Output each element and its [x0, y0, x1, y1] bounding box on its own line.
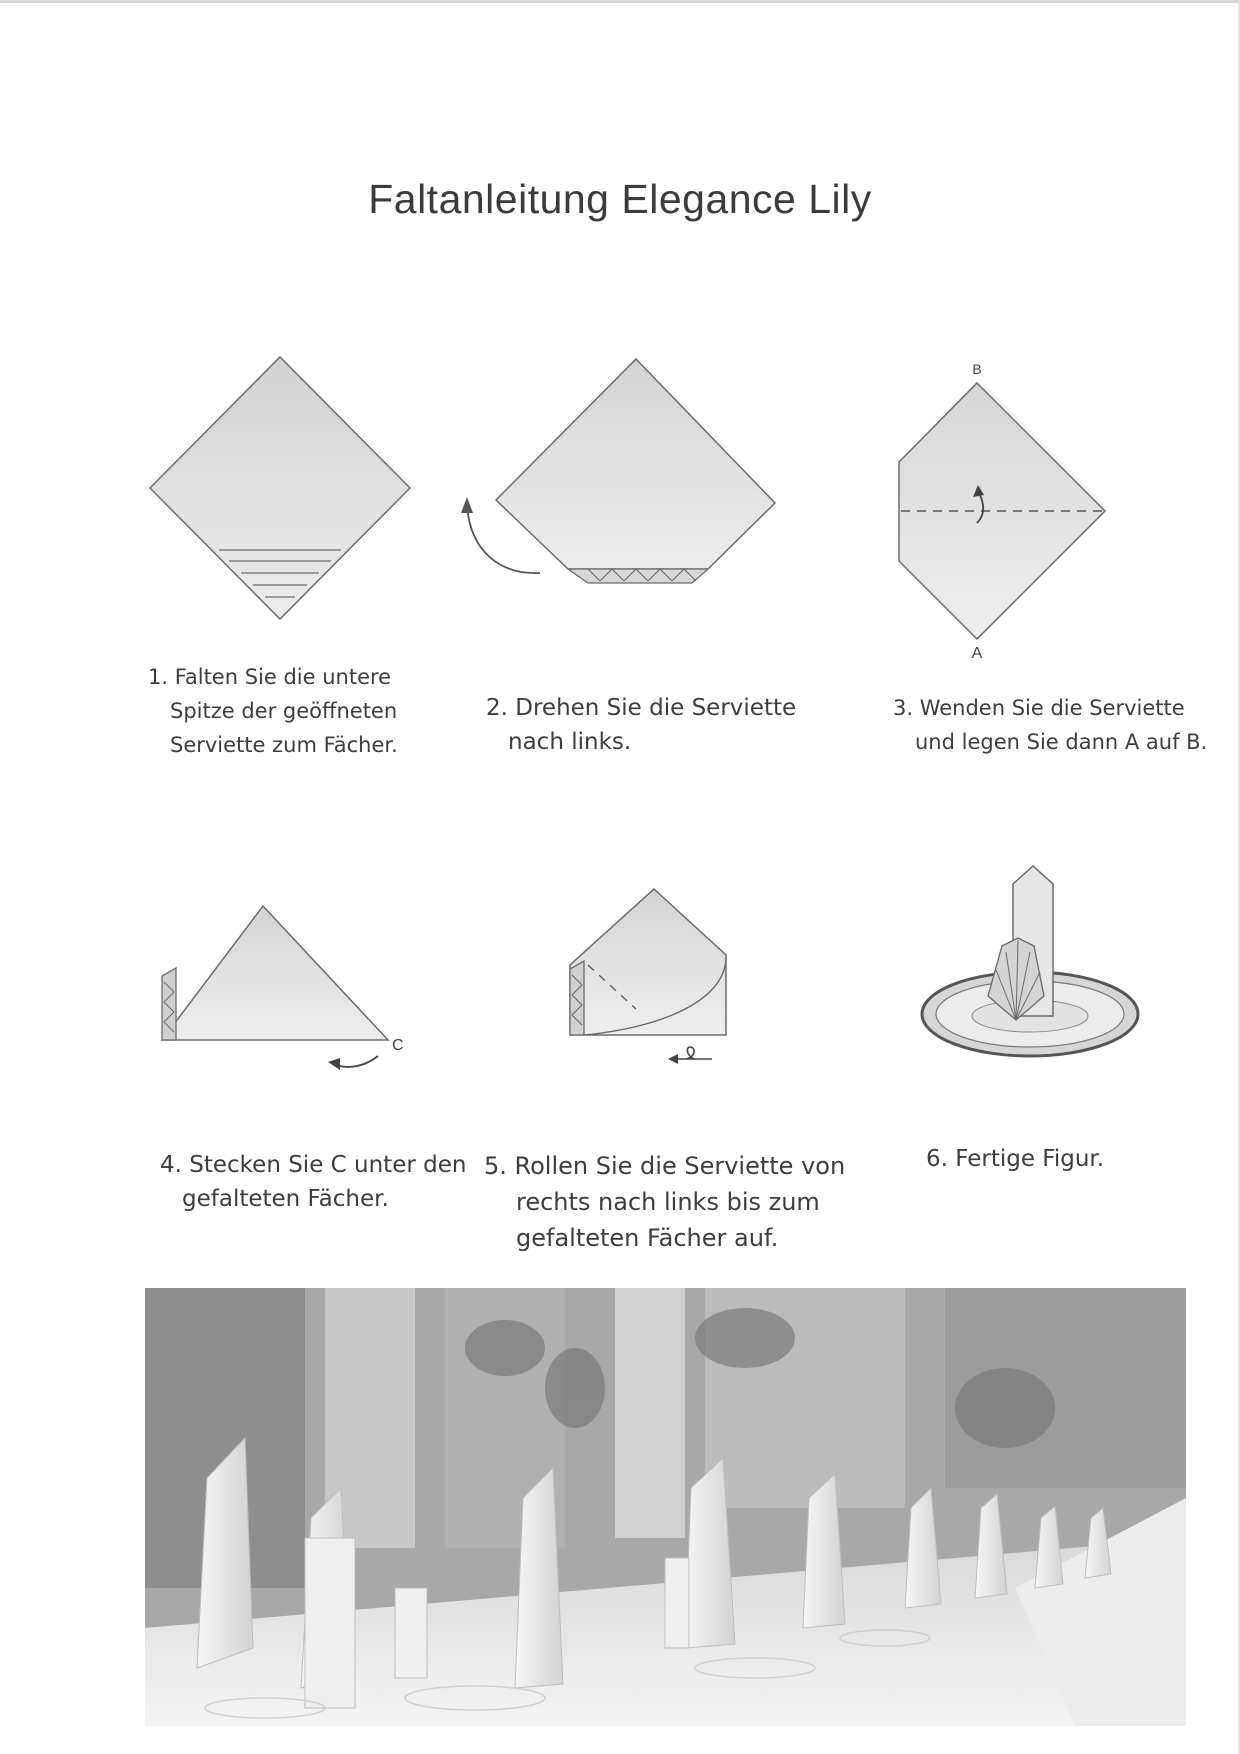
step-4-line-2: gefalteten Fächer.: [182, 1186, 389, 1212]
step-3-line-2: und legen Sie dann A auf B.: [915, 730, 1208, 754]
step-6-diagram: [918, 866, 1143, 1066]
step-1-line-3: Serviette zum Fächer.: [170, 733, 398, 757]
step-6-line-1: 6. Fertige Figur.: [926, 1146, 1105, 1172]
step-2-line-1: 2. Drehen Sie die Serviette: [486, 695, 797, 721]
step-5-line-1: 5. Rollen Sie die Serviette von: [484, 1152, 846, 1180]
step-4-line-1: 4. Stecken Sie C unter den: [160, 1152, 467, 1178]
step-5-caption: [484, 1148, 845, 1256]
step-2-line-2: nach links.: [508, 729, 632, 755]
step-5-line-3: gefalteten Fächer auf.: [516, 1224, 779, 1252]
step-1-caption: [148, 660, 398, 762]
step-3-line-1: 3. Wenden Sie die Serviette: [893, 696, 1185, 720]
step-1-line-1: 1. Falten Sie die untere: [148, 665, 392, 689]
step-4-caption: [160, 1148, 466, 1216]
step-2-diagram: [440, 355, 780, 595]
step-6-caption: [926, 1142, 1104, 1176]
step-3-diagram: [885, 355, 1115, 665]
label-a: A: [971, 645, 983, 662]
step-5-diagram: [566, 885, 736, 1065]
step-2-caption: [486, 691, 796, 759]
label-b: B: [972, 361, 982, 377]
step-1-line-2: Spitze der geöffneten: [170, 699, 398, 723]
step-4-diagram: [160, 900, 420, 1080]
step-3-caption: [893, 691, 1207, 759]
label-c: C: [392, 1037, 404, 1054]
page-title: Faltanleitung Elegance Lily: [368, 176, 872, 222]
step-5-line-2: rechts nach links bis zum: [516, 1188, 820, 1216]
page-border: [0, 0, 1240, 3]
table-setting-photo: [145, 1288, 1186, 1726]
step-1-diagram: [145, 352, 415, 622]
